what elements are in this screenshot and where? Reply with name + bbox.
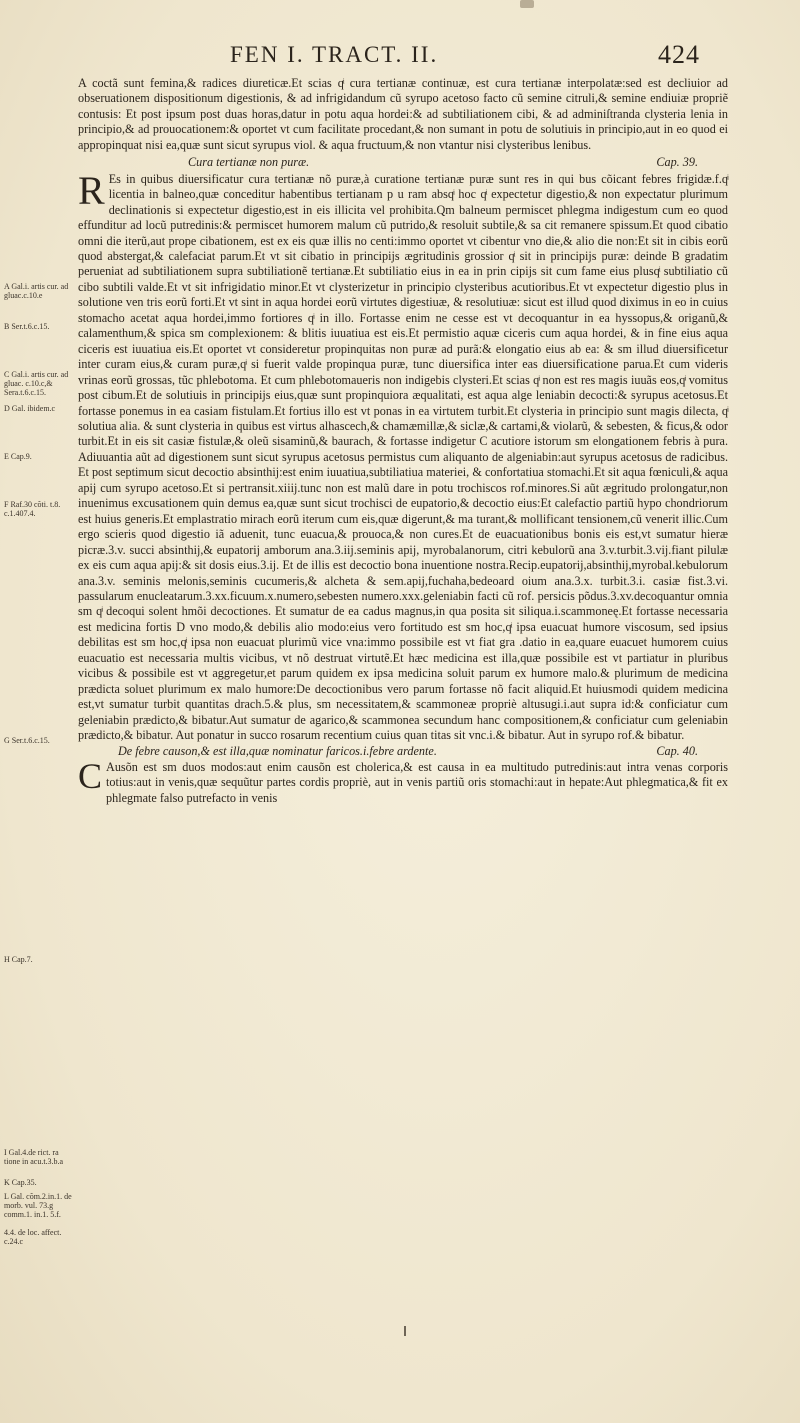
- chapter-39-heading: [78, 155, 728, 170]
- margin-note: 4.4. de loc. affect. c.24.c: [4, 1228, 62, 1246]
- paragraph-causon: [78, 755, 728, 806]
- chapter-39-number: Cap. 39.: [656, 155, 698, 170]
- margin-note: I Gal.4.de rict. ra tione in acu.t.3.b.a: [4, 1148, 64, 1166]
- margin-note: D Gal. ibidem.c: [4, 404, 56, 413]
- margin-note: A Gal.i. artis cur. ad gluac.c.10.e: [4, 282, 69, 300]
- running-title: FEN I. TRACT. II.: [230, 42, 439, 67]
- margin-note: E Cap.9.: [4, 452, 32, 461]
- margin-note: B Ser.t.6.c.15.: [4, 322, 50, 331]
- margin-note: L Gal. cõm.2.in.1. de morb. vul. 73.g comm.1. in.1. 5.f.: [4, 1192, 72, 1219]
- bottom-stroke-mark: [404, 1326, 406, 1336]
- drop-capital-c: C: [78, 755, 103, 796]
- margin-note: C Gal.i. artis cur. ad gluac. c.10.c,& Sera.t.6.c.15.: [4, 370, 69, 397]
- main-text: [78, 76, 728, 806]
- page-number: 424: [658, 40, 700, 69]
- margin-note: F Raf.30 cõti. t.8. c.1.407.4.: [4, 500, 61, 518]
- paragraph-text: Es in quibus diuersificatur cura tertianæ nõ puræ,à curatione tertianæ puræ sunt res in qui bus cõicant febres frigidæ.f.qͥ licentia in balneo,quæ conceditur habentibus tertianam p u ram absqͥ hoc qͥ expectetur digestio,& non expectatur plurimum declinationis si expectetur digestio,est in eis illicita vel prohibita.Qm balneum permiscet phlegma indigestum cum eo quod effunditur ad locũ putredinis:& permiscet humorem malum cũ putrido,& resoluit subtile,& sa cit remanere spissum.Et quod cibatio omni die iterũ,aut prope cibationem, est ex eis quæ illis no centi:immo oportet vt cibentur vno die,& alio die non:Et sit in cibis eorũ quod abstergat,& calefaciat parum.Et vt sit cibatio in principijs ægritudinis grossior qͥ sit in principijs puræ: deinde B gradatim perueniat ad subtiliationem supra subtiliationẽ tertianæ.Et subtiliatio eius in ea in prin cipijs sit cum fame eius plusqͥ subtiliatio cũ cibo subtili valde.Et vt sit infrigidatio minor.Et vt clysterizetur in principio clysteribus acutioribus.Et vt expectetur digestio plus in solutione ven tris eorũ forti.Et vt sint in aqua hordei eorũ virtutes digestiuæ, & resolutiuæ: sicut est illud quod diximus in eo in cuius stomacho acetat aqua hordei,immo fortiores qͥ in illo. Fortasse enim ne cesse est vt decoquantur in ea hyssopus,& origanũ,& calamenthum,& spica sm complexionem: & blitis iuuatiua est eis.Et permistio aquæ ciceris cum aqua hordei, & in fine eius aqua ciceris est iuuatiua eis.Et oportet vt consideretur propinquitas non puræ ad purã:& elongatio eius ab ea: & sm illud diuersificetur inter curam eius,& curam puræ,qͥ si fuerit valde propinqua puræ, tunc diuersifica inter eas diuersificatione parua.Et cum videris vrinas eorũ grossas, tũc phlebotoma. Et cum phlebotomaueris non indigebis clysteri.Et scias qͥ non est res magis iuuãs eos,qͥ vomitus post cibum.Et de solutiuis in principijs eius,quæ sunt propinquiora æqualitati, est aqua alge leniabin decocti:& syrupus acetosus.Et fortasse ponemus in ea casiam fistulam.Et fortius illo est vt ponas in ea virtutem turbit.Et clysteria in principio sunt magis dilecta, qͥ solutiua alia. & sunt clysteria in quibus est virtus alhascech,& chamæmillæ,& siclæ,& cartami,& violarũ, & sebesten, & ficus,& odor turbit.Et in eis sit casiæ fistulæ,& oleũ sisaminũ,& baurach, & fortasse indigetur C acutiore istorum sm elongationem febris à pura. Adiuuantia aũt ad digestionem sunt sicut syrupus acetosus permistus cum aliquanto de algeniabin:aut syrupus acetosus de radicibus. Et post septimum sicut decoctio absinthij:est enim iuuatiua,subtiliatiua materiei, & confortatiua stomachi.Et sit aqua fœniculi,& aqua apij cum syrupo acetoso.Et si pertransit.xiiij.tunc non est malũ dare in potu trochiscos rof.minores.Si aũt ægritudo prolongatur,non inuenimus excusationem quin demus ea,quæ sunt sicut trochisci de eupatorio,& decoctio eius:Et calefactio partiũ hypo chondriorum est huius generis.Et emplastratio mirach eorũ iterum cum eis,quæ digerunt,& ma turant,& mollificant tensionem,cũ venerit illic.Cum ergo scieris quod digestio iã aduenit, tunc euacua,& prouoca,& non cures.Et de euacuationibus bonis eis est,vt sumatur hieræ picræ.3.v. succi absinthij,& eupatorij amborum ana.3.iij.seminis apij, myrobalanorum, citri kebulorũ ana 3.v.turbit.3.vij.fiant pilulæ ex eis cum aqua apij:& sit dosis eius.3.ij. Et de illis est decoctio bona inuentione nostra.Recip.eupatorij,absinthij,myrobal.kebulorum ana.3.v. seminis melonis,seminis cucumeris,& alcheta & sem.apij,fuchaha,bedeoard oium ana.3.x. turbit.3.i. casiæ fist.3.vi. passularum enucleatarum.3.xx.ficuum.x.numero,sebesten numero.xxx.geleniabin facti cũ rof. persicis põdus.3.xv.decoquantur omnia sm qͥ decoqui solent hmõi decoctiones. Et sumatur de ea cadus magnus,in qua posita sit siliqua.i.scammoneę.Et fortasse necessaria est medicina fortis D vno modo,& debilis alio modo:eius vero fortitudo est sm hoc,qͥ ipsa euacuat humore viscosum, sed ipsius debilitas est sm hoc,qͥ ipsa non euacuat plurimũ vice vna:immo possibile est vt fiat gra .datio in ea,quare euacuet humorem cuius euacuatio est necessaria multis vicibus, vt nõ destruat virtutẽ.Et hæc medicina est illa,quæ possibile est vt partiatur in pluribus vicibus & possibile est vt aggregetur,et parum quidem ex ipsa medicina soluit parum ex humore malo.& plurimum de medicina prædicta soluet plurimum ex malo humore:De decoctionibus vero parum fortasse nõ facit aliquid.Et huiusmodi quidem medicina est,vt sumatur turbit quantitas drach.5.& plus, sm necessitatem,& scammoneæ propriè altusugi.i.aut supra id:& conficiatur cum geleniabin prædicto,& bibatur.Aut sumatur de agarico,& scammonea secundum hanc compositionem,& conficiatur cum geleniabin prædicto,& bibatur. Aut ponatur in succo rosarum recentium cuius quan titas sit vnc.i.& bibatur. Aut in syrupo rof.& bibatur.: [78, 171, 728, 743]
- margin-note: K Cap.35.: [4, 1178, 37, 1187]
- paragraph-tertiana-non-pura: [78, 167, 728, 744]
- chapter-40-heading: [78, 744, 728, 759]
- margin-note: G Ser.t.6.c.15.: [4, 736, 50, 745]
- margin-notes: [2, 0, 76, 1423]
- paragraph-text: Ausõn est sm duos modos:aut enim causõn est cholerica,& est causa in ea multitudo putredinis:aut intra venas corporis totius:aut in venis,quæ sequũtur partes cordis propriè, aut in venis partiũ oris stomachi:aut in hepate:Aut phlegmatica,& fit ex phlegmate falso putrefacto in venis: [106, 759, 728, 805]
- drop-capital-r: R: [78, 167, 105, 213]
- chapter-39-title: Cura tertianæ non puræ.: [188, 155, 310, 170]
- margin-note: H Cap.7.: [4, 955, 33, 964]
- chapter-40-title: De febre causon,& est illa,quæ nominatur faricos.i.febre ardente.: [118, 744, 437, 759]
- paragraph-tertiana-continua: A coctã sunt femina,& radices diureticæ.Et scias qͥ cura tertianæ continuæ, est cura tertianæ interpolatæ:sed est decliuior ad obseruationem dispositionum digestionis, & ad infrigidandum cũ syrupo acetoso facto cũ semine citruli,& semine endiuiæ propriẽ contusis: Et post ipsum post duas horas,datur in potu aqua hordei:& ad subtiliationem cibi, & ad adminiſtranda clysteria lenia in principio,& ad prouocationem:& oportet vt cum facilitate procedant,& non sumant in potu de solutiuis in principio,aut in eo quod ei appropinquat nisi ea,quæ sunt sicut syrupus viol. & aqua fructuum,& non vtantur nisi clysteribus lenibus.: [78, 76, 728, 152]
- page-header: [230, 40, 700, 76]
- page-edge-mark: [520, 0, 534, 8]
- chapter-40-number: Cap. 40.: [656, 744, 698, 759]
